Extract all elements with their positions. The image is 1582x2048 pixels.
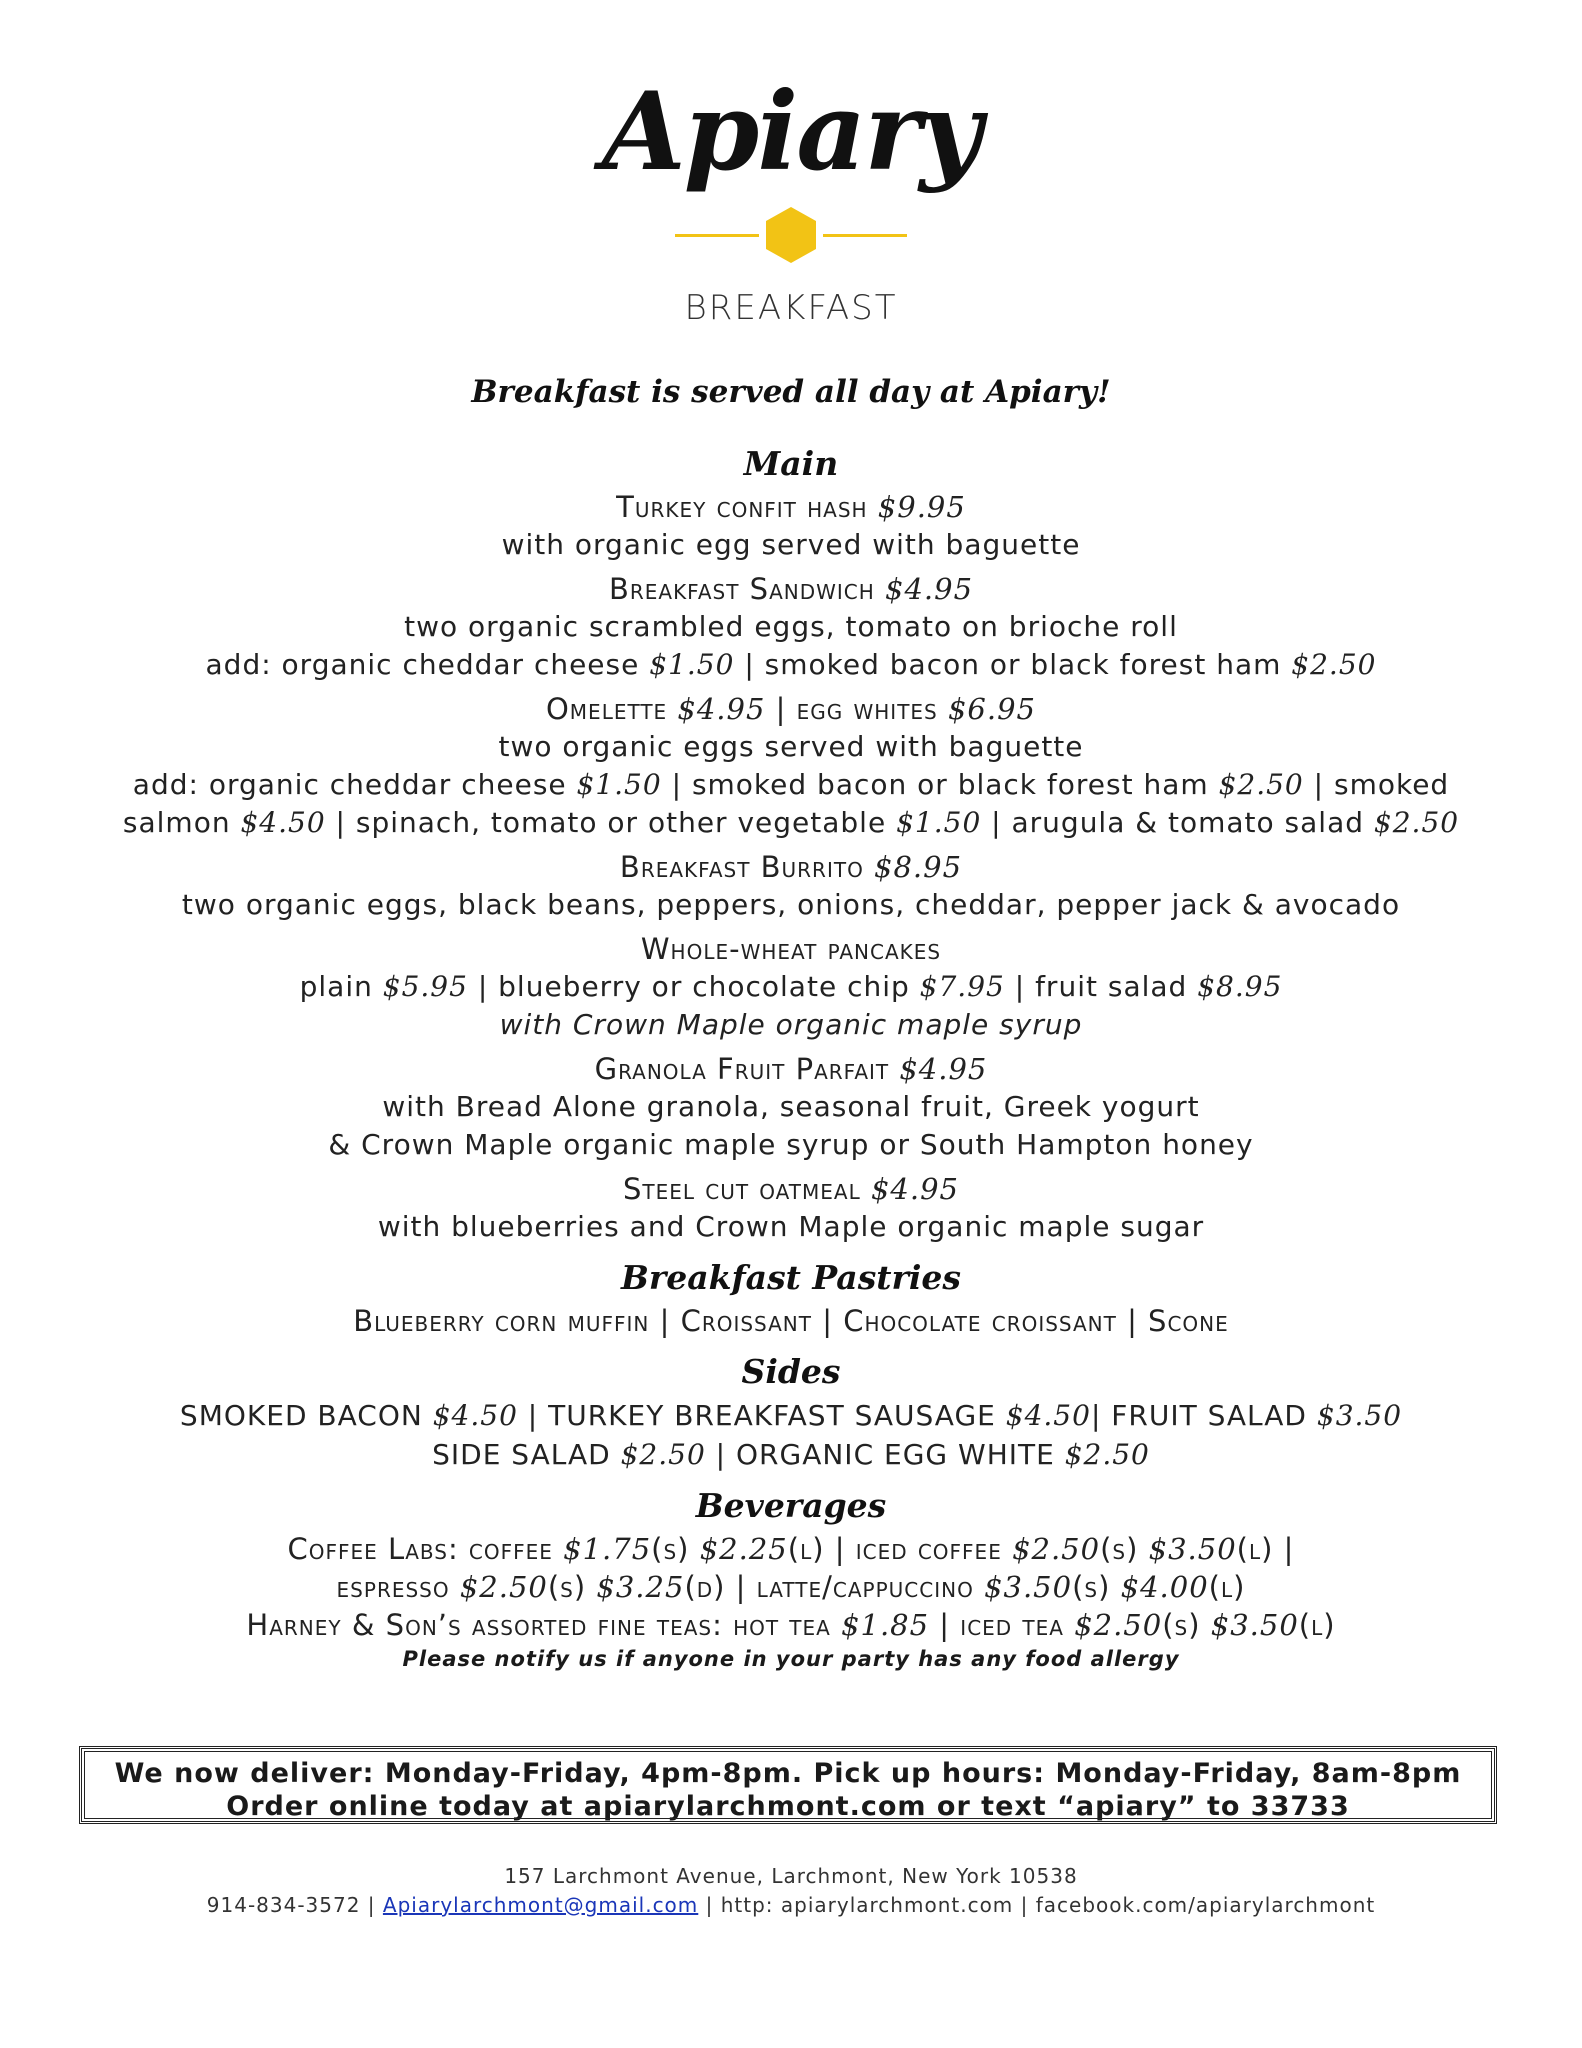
email-link[interactable]: Apiarylarchmont@gmail.com: [382, 1893, 699, 1917]
item-price: $6.95: [947, 692, 1037, 726]
item-description: & Crown Maple organic maple syrup or South Hampton honey: [328, 1128, 1254, 1161]
item-description: with blueberries and Crown Maple organic maple sugar: [377, 1210, 1205, 1243]
sides-line: SIDE SALAD $2.50 | ORGANIC EGG WHITE $2.50: [432, 1438, 1150, 1471]
divider-line-right: [823, 234, 907, 237]
item-price: $8.95: [874, 850, 963, 884]
section-heading-sides: Sides: [741, 1352, 841, 1391]
phone: 914-834-3572 |: [206, 1893, 383, 1917]
divider-line-left: [675, 234, 759, 237]
section-heading-main: Main: [743, 444, 839, 483]
delivery-hours: We now deliver: Monday-Friday, 4pm-8pm. Pick up hours: Monday-Friday, 8am-8pm: [114, 1758, 1462, 1789]
footer: [0, 1862, 1582, 1920]
item-price: $4.95: [870, 1172, 959, 1206]
sides-line: SMOKED BACON $4.50 | TURKEY BREAKFAST SAUSAGE $4.50| FRUIT SALAD $3.50: [179, 1399, 1403, 1432]
item-price: $9.95: [877, 490, 966, 524]
menu-item: Omelette $4.95 | egg whites $6.95: [545, 692, 1037, 726]
menu-item: Granola Fruit Parfait $4.95: [594, 1052, 988, 1086]
menu-item: Steel cut oatmeal $4.95: [622, 1172, 959, 1206]
order-online: Order online today at apiarylarchmont.com or text “apiary” to 33733: [226, 1791, 1350, 1822]
beverages-line: Harney & Son’s assorted fine teas: hot tea $1.85 | iced tea $2.50(s) $3.50(l): [246, 1608, 1336, 1642]
item-addons: salmon $4.50 | spinach, tomato or other vegetable $1.50 | arugula & tomato salad $2.50: [122, 806, 1460, 839]
delivery-box: [79, 1746, 1497, 1824]
contact-line: [0, 1891, 1582, 1920]
menu-item: Whole-wheat pancakes: [640, 932, 942, 966]
menu-body: [60, 440, 1522, 1674]
beverages-line: Coffee Labs: coffee $1.75(s) $2.25(l) | iced coffee $2.50(s) $3.50(l) |: [287, 1532, 1295, 1566]
logo-divider: [0, 205, 1582, 265]
item-addons: add: organic cheddar cheese $1.50 | smoked bacon or black forest ham $2.50 | smoked: [132, 768, 1450, 801]
item-description: with organic egg served with baguette: [501, 528, 1081, 561]
menu-item: Breakfast Sandwich $4.95: [608, 572, 974, 606]
section-heading-beverages: Beverages: [695, 1486, 887, 1525]
menu-item: Breakfast Burrito $8.95: [619, 850, 963, 884]
item-price: $4.95: [677, 692, 766, 726]
tagline: Breakfast is served all day at Apiary!: [471, 374, 1111, 410]
menu-item: Turkey confit hash $9.95: [616, 490, 966, 524]
item-description: with Bread Alone granola, seasonal fruit, Greek yogurt: [382, 1090, 1200, 1123]
web-links: | http: apiarylarchmont.com | facebook.com/apiarylarchmont: [698, 1893, 1376, 1917]
item-description: two organic scrambled eggs, tomato on brioche roll: [404, 610, 1178, 643]
item-note: with Crown Maple organic maple syrup: [499, 1008, 1083, 1041]
logo: Apiary: [602, 69, 980, 195]
item-price: $4.95: [899, 1052, 988, 1086]
menu-subtitle: BREAKFAST: [684, 288, 898, 328]
pastries-list: Blueberry corn muffin | Croissant | Chocolate croissant | Scone: [353, 1304, 1229, 1338]
item-description: two organic eggs, black beans, peppers, onions, cheddar, pepper jack & avocado: [181, 888, 1401, 921]
hexagon-icon: [766, 207, 816, 263]
beverages-line: espresso $2.50(s) $3.25(d) | latte/cappuccino $3.50(s) $4.00(l): [336, 1570, 1246, 1604]
item-price: $4.95: [885, 572, 974, 606]
address: 157 Larchmont Avenue, Larchmont, New York 10538: [504, 1864, 1078, 1888]
item-options: plain $5.95 | blueberry or chocolate chip $7.95 | fruit salad $8.95: [299, 970, 1283, 1003]
item-description: two organic eggs served with baguette: [498, 730, 1084, 763]
allergy-notice: Please notify us if anyone in your party has any food allergy: [402, 1647, 1180, 1671]
item-addons: add: organic cheddar cheese $1.50 | smoked bacon or black forest ham $2.50: [205, 648, 1377, 681]
section-heading-pastries: Breakfast Pastries: [620, 1258, 962, 1297]
